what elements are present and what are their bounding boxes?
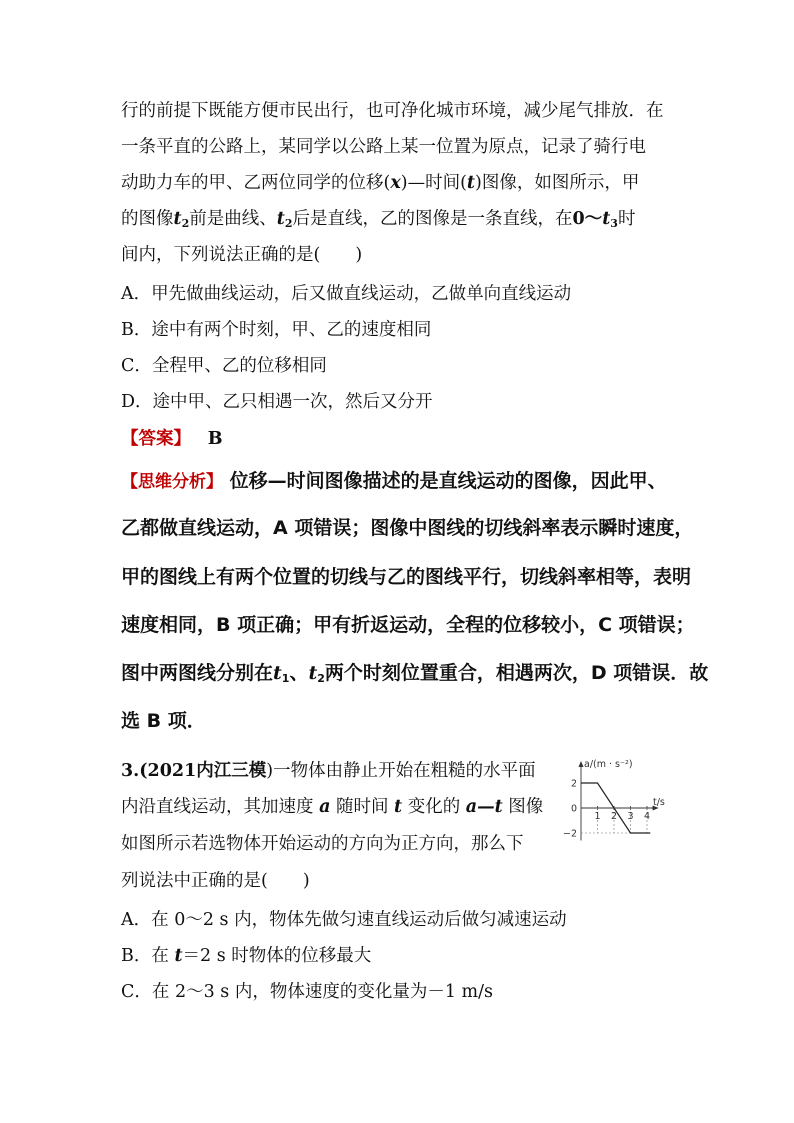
q2-option-d: D．途中甲、乙只相遇一次，然后又分开 bbox=[121, 392, 433, 412]
analysis-line-5: 图中两图线分别在$t_1$、$t_2$两个时刻位置重合，相遇两次，D 项错误．故 bbox=[121, 662, 709, 685]
q3-option-c: C．在 2～3 s 内，物体速度的变化量为－1 m/s bbox=[121, 982, 493, 1002]
answer-value: B bbox=[207, 429, 223, 449]
q2-line-1: 行的前提下既能方便市民出行，也可净化城市环境，减少尾气排放．在 bbox=[121, 101, 664, 121]
q2-answer bbox=[121, 425, 223, 450]
analysis-line-1: 【思维分析】 位移—时间图像描述的是直线运动的图像，因此甲、 bbox=[121, 470, 667, 492]
q3-source: 内江三模 bbox=[196, 761, 267, 781]
analysis-line-4: 速度相同，B 项正确；甲有折返运动，全程的位移较小，C 项错误； bbox=[121, 614, 695, 636]
x-tick-label: 4 bbox=[644, 811, 651, 822]
q3-line-2: 内沿直线运动，其加速度 a 随时间 t 变化的 a—t 图像 bbox=[121, 797, 544, 817]
q2-option-c: C．全程甲、乙的位移相同 bbox=[121, 356, 327, 376]
q2-line-5: 间内，下列说法正确的是( ) bbox=[121, 245, 363, 265]
y-tick-label: 2 bbox=[570, 778, 577, 790]
y-tick-label: −2 bbox=[562, 828, 577, 840]
x-tick-label: 2 bbox=[611, 811, 618, 822]
answer-label: 【答案】 bbox=[121, 429, 191, 449]
y-axis-arrow bbox=[579, 761, 584, 767]
q3-option-b: B．在 t＝2 s 时物体的位移最大 bbox=[121, 946, 372, 966]
y-axis-label: a/(m · s⁻²) bbox=[584, 759, 633, 770]
y-tick-label: 0 bbox=[570, 803, 577, 815]
q2-line-4: 的图像$t_2$前是曲线、$t_2$后是直线，乙的图像是一条直线，在$0\sim t_3$时 bbox=[121, 209, 636, 230]
x-tick-label: 1 bbox=[594, 811, 601, 822]
analysis-label: 【思维分析】 bbox=[121, 472, 223, 492]
q3-line-3: 如图所示若选物体开始运动的方向为正方向，那么下 bbox=[121, 834, 524, 854]
q2-line-2: 一条平直的公路上，某同学以公路上某一位置为原点，记录了骑行电 bbox=[121, 137, 646, 157]
analysis-line-6: 选 B 项． bbox=[121, 710, 206, 732]
q3-option-a: A．在 0～2 s 内，物体先做匀速直线运动后做匀减速运动 bbox=[121, 910, 567, 930]
q3-line-1: 3.(2021内江三模)一物体由静止开始在粗糙的水平面 bbox=[121, 761, 536, 781]
analysis-line-2: 乙都做直线运动，A 项错误；图像中图线的切线斜率表示瞬时速度， bbox=[121, 517, 694, 539]
x-tick-label: 3 bbox=[627, 811, 634, 822]
q2-line-3: 动助力车的甲、乙两位同学的位移(x)—时间(t)图像，如图所示，甲 bbox=[121, 173, 640, 193]
x-axis-label: t/s bbox=[653, 797, 665, 808]
acceleration-time-graph bbox=[560, 755, 680, 847]
analysis-line-3: 甲的图线上有两个位置的切线与乙的图线平行，切线斜率相等，表明 bbox=[121, 566, 692, 588]
q2-option-a: A．甲先做曲线运动，后又做直线运动，乙做单向直线运动 bbox=[121, 284, 572, 304]
q2-option-b: B．途中有两个时刻，甲、乙的速度相同 bbox=[121, 320, 432, 340]
q3-line-4: 列说法中正确的是( ) bbox=[121, 871, 310, 891]
